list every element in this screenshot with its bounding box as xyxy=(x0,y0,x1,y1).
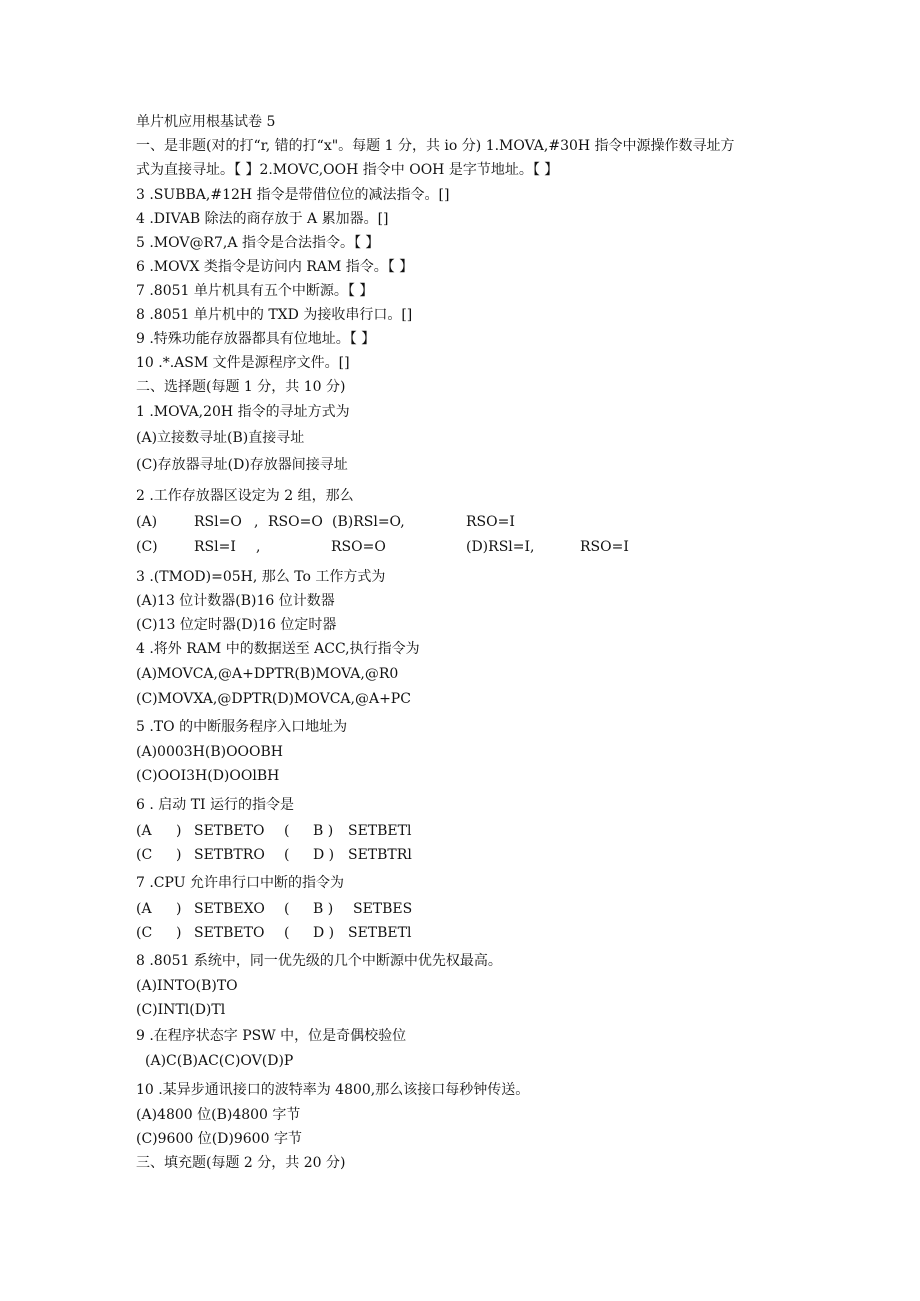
mc-q1-options-ab: (A)立接数寻址(B)直接寻址 xyxy=(136,430,305,446)
tf-item-8: 8 .8051 单片机中的 TXD 为接收串行口。[] xyxy=(136,307,413,323)
mc-q7-d-paren: ( xyxy=(284,925,290,941)
mc-q2-c-rs1: RSl=I xyxy=(194,539,236,555)
mc-q2-b-rs1: (B)RSl=O, xyxy=(332,514,405,530)
mc-q6-a-label: (A xyxy=(136,823,152,839)
part1-intro-line1: 一、是非题(对的打“r, 错的打“x"。每题 1 分，共 io 分) 1.MOVA,#30H 指令中源操作数寻址方 xyxy=(136,138,735,154)
mc-q2-a-comma: , xyxy=(254,514,259,530)
mc-q8-options-ab: (A)INTO(B)TO xyxy=(136,978,238,994)
mc-q6-b-label: B ) xyxy=(313,823,334,839)
mc-q6-c-text: SETBTRO xyxy=(194,847,265,863)
mc-q7-b-paren: ( xyxy=(284,901,290,917)
mc-q7-c-label: (C xyxy=(136,925,153,941)
mc-q10-stem: 10 .某异步通讯接口的波特率为 4800,那么该接口每秒钟传送。 xyxy=(136,1082,530,1098)
mc-q3-stem: 3 .(TMOD)=05H, 那么 To 工作方式为 xyxy=(136,569,386,585)
mc-q9-options: (A)C(B)AC(C)OV(D)P xyxy=(145,1053,294,1069)
mc-q10-options-ab: (A)4800 位(B)4800 字节 xyxy=(136,1107,301,1123)
mc-q3-options-cd: (C)13 位定时器(D)16 位定时器 xyxy=(136,617,337,633)
mc-q6-c-paren: ) xyxy=(176,847,182,863)
mc-q10-options-cd: (C)9600 位(D)9600 字节 xyxy=(136,1131,302,1147)
mc-q7-d-label: D ) xyxy=(313,925,335,941)
part2-heading: 二、选择题(每题 1 分，共 10 分) xyxy=(136,379,346,395)
mc-q2-d-rs1: (D)RSl=I, xyxy=(466,539,535,555)
mc-q6-d-label: D ) xyxy=(313,847,335,863)
mc-q8-options-cd: (C)INTl(D)Tl xyxy=(136,1002,226,1018)
tf-item-9: 9 .特殊功能存放器都具有位地址。【 】 xyxy=(136,331,376,347)
mc-q6-a-paren: ) xyxy=(176,823,182,839)
mc-q4-options-ab: (A)MOVCA,@A+DPTR(B)MOVA,@R0 xyxy=(136,666,399,682)
tf-item-10: 10 .*.ASM 文件是源程序文件。[] xyxy=(136,355,350,371)
mc-q7-a-text: SETBEXO xyxy=(194,901,265,917)
mc-q7-d-text: SETBETl xyxy=(348,925,412,941)
mc-q7-stem: 7 .CPU 允许串行口中断的指令为 xyxy=(136,875,344,891)
mc-q6-a-text: SETBETO xyxy=(194,823,265,839)
mc-q4-options-cd: (C)MOVXA,@DPTR(D)MOVCA,@A+PC xyxy=(136,691,411,707)
mc-q8-stem: 8 .8051 系统中，同一优先级的几个中断源中优先权最高。 xyxy=(136,953,502,969)
mc-q1-stem: 1 .MOVA,20H 指令的寻址方式为 xyxy=(136,404,350,420)
mc-q4-stem: 4 .将外 RAM 中的数据送至 ACC,执行指令为 xyxy=(136,641,420,657)
mc-q7-c-text: SETBETO xyxy=(194,925,265,941)
tf-item-4: 4 .DIVAB 除法的商存放于 A 累加器。[] xyxy=(136,211,389,227)
mc-q7-a-paren: ) xyxy=(176,901,182,917)
mc-q2-a-label: (A) xyxy=(136,514,158,530)
mc-q5-options-cd: (C)OOI3H(D)OOlBH xyxy=(136,768,280,784)
mc-q9-stem: 9 .在程序状态字 PSW 中，位是奇偶校验位 xyxy=(136,1028,407,1044)
mc-q7-b-text: SETBES xyxy=(353,901,413,917)
mc-q2-d-rs0: RSO=I xyxy=(580,539,629,555)
mc-q6-d-text: SETBTRl xyxy=(348,847,412,863)
mc-q2-b-rs0: RSO=I xyxy=(466,514,515,530)
mc-q3-options-ab: (A)13 位计数器(B)16 位计数器 xyxy=(136,593,335,609)
mc-q6-b-paren: ( xyxy=(284,823,290,839)
mc-q5-stem: 5 .TO 的中断服务程序入口地址为 xyxy=(136,719,348,735)
tf-item-3: 3 .SUBBA,#12H 指令是带借位位的减法指令。[] xyxy=(136,187,450,203)
mc-q7-a-label: (A xyxy=(136,901,152,917)
mc-q6-d-paren: ( xyxy=(284,847,290,863)
mc-q5-options-ab: (A)0003H(B)OOOBH xyxy=(136,744,284,760)
mc-q6-b-text: SETBETl xyxy=(348,823,412,839)
mc-q2-a-rs0: RSO=O xyxy=(268,514,323,530)
mc-q2-a-rs1: RSl=O xyxy=(194,514,242,530)
mc-q7-b-label: B ) xyxy=(313,901,334,917)
mc-q2-stem: 2 .工作存放器区设定为 2 组，那么 xyxy=(136,488,354,504)
mc-q2-c-comma: , xyxy=(256,539,261,555)
part1-intro-line2: 式为直接寻址。【 】2.MOVC,OOH 指令中 OOH 是字节地址。【 】 xyxy=(136,162,559,178)
mc-q2-c-label: (C) xyxy=(136,539,158,555)
mc-q6-stem: 6 . 启动 TI 运行的指令是 xyxy=(136,797,295,813)
tf-item-7: 7 .8051 单片机具有五个中断源。【 】 xyxy=(136,283,374,299)
tf-item-6: 6 .MOVX 类指令是访问内 RAM 指令。【 】 xyxy=(136,259,414,275)
tf-item-5: 5 .MOV@R7,A 指令是合法指令。【 】 xyxy=(136,235,380,251)
mc-q1-options-cd: (C)存放器寻址(D)存放器间接寻址 xyxy=(136,457,348,473)
exam-title: 单片机应用根基试卷 5 xyxy=(136,114,276,130)
part3-heading: 三、填充题(每题 2 分，共 20 分) xyxy=(136,1155,346,1171)
mc-q7-c-paren: ) xyxy=(176,925,182,941)
mc-q6-c-label: (C xyxy=(136,847,153,863)
mc-q2-c-rs0: RSO=O xyxy=(331,539,386,555)
